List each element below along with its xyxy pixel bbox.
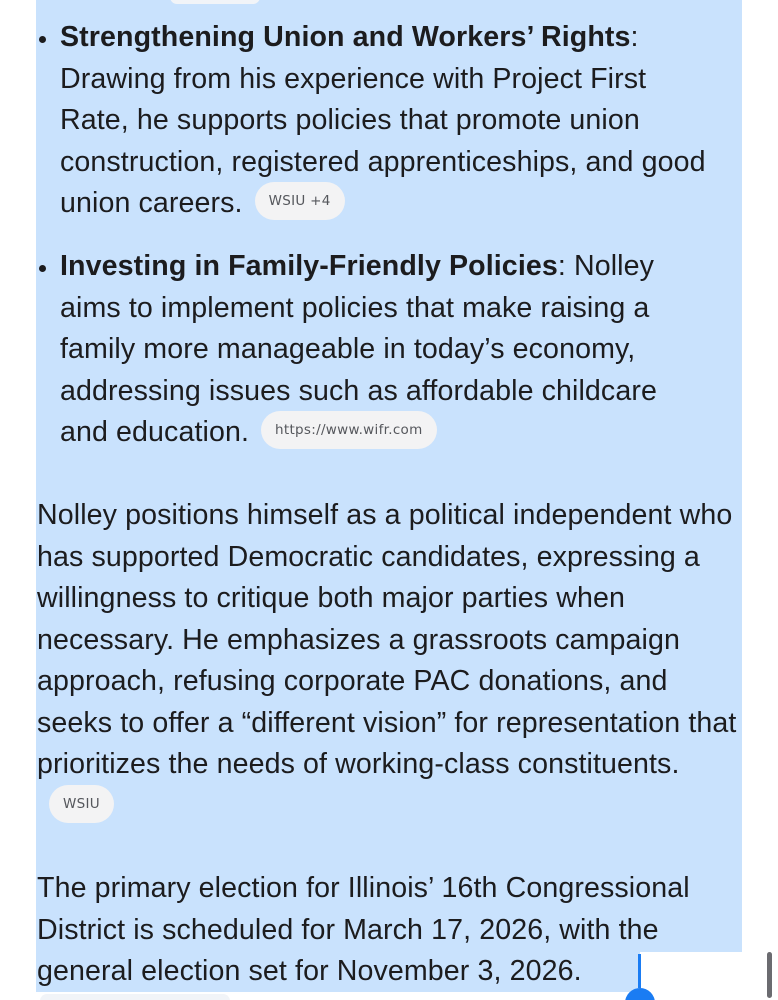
paragraph-election-dates[interactable] xyxy=(37,868,742,993)
bullet-marker xyxy=(36,17,54,43)
paragraph-text: Nolley positions himself as a political independent who has supported Democratic candidates, expressing a willingness to critique both major parties when necessary. He emphasizes a grassroots campaign approach, refusing corporate PAC donations, and seeks to offer a “different vision” for representation that prioritizes the needs of working-class constituents. xyxy=(37,499,737,780)
bullet-title: Strengthening Union and Workers’ Rights xyxy=(60,21,631,53)
selection-end-caret[interactable] xyxy=(638,954,641,988)
partial-source-chip-bottom xyxy=(40,994,230,1000)
bullet-body: : Nolley aims to implement policies that make raising a family more manageable in today’s economy, addressing issues such as affordable childcare and education. xyxy=(60,250,657,448)
paragraph-independent[interactable] xyxy=(37,495,742,827)
partial-source-chip-top xyxy=(170,0,260,4)
bullet-dot-icon xyxy=(39,265,46,272)
source-chip-wsiu[interactable]: WSIU xyxy=(49,785,114,823)
bullet-dot-icon xyxy=(39,36,46,43)
bullet-item-family-policies[interactable] xyxy=(60,246,710,454)
bullet-item-union-rights[interactable] xyxy=(60,17,710,225)
bullet-marker xyxy=(36,246,54,272)
bullet-body: : Drawing from his experience with Project First Rate, he supports policies that promote union construction, registered apprenticeships, and good union careers. xyxy=(60,21,706,219)
scrollbar-thumb[interactable] xyxy=(767,952,772,998)
paragraph-text: The primary election for Illinois’ 16th Congressional District is scheduled for March 17, 2026, with the general election set for November 3, 2026. xyxy=(37,872,690,987)
source-chip-wsiu-plus[interactable]: WSIU +4 xyxy=(255,182,345,220)
bullet-title: Investing in Family-Friendly Policies xyxy=(60,250,558,282)
source-chip-wifr[interactable]: https://www.wifr.com xyxy=(261,411,437,449)
